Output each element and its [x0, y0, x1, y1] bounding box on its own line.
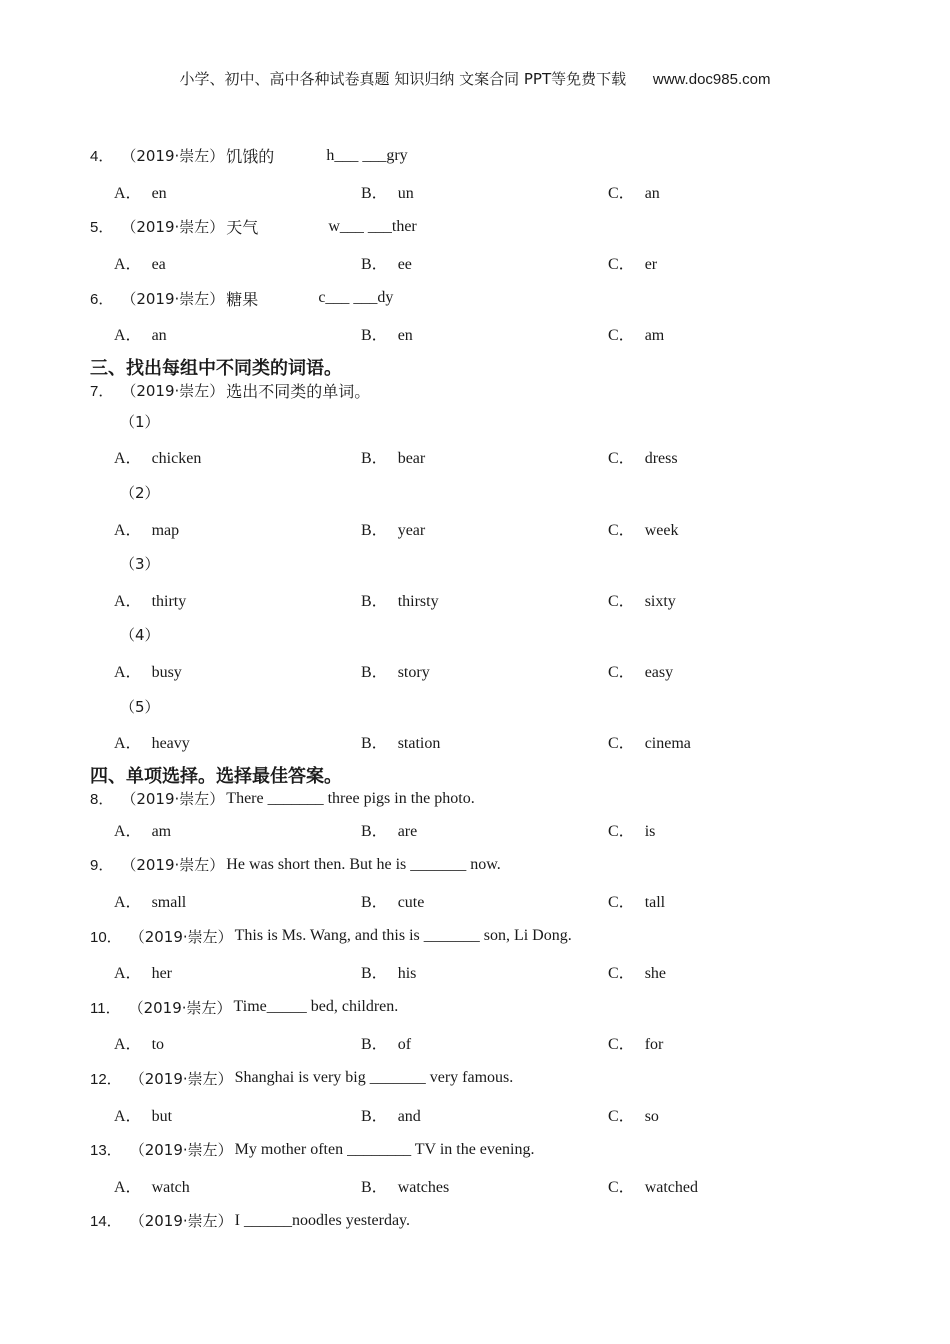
question-number: 9．: [90, 857, 114, 875]
section-heading: 四、单项选择。选择最佳答案。: [90, 765, 342, 787]
question-number: 4．: [90, 148, 114, 166]
question-number: 12．: [90, 1070, 122, 1088]
question-4: [90, 138, 890, 174]
question-source: （2019·崇左）: [129, 927, 233, 946]
question-source: （2019·崇左）: [128, 998, 232, 1017]
question-source: （2019·崇左）: [121, 856, 225, 875]
question-source: （2019·崇左）: [121, 218, 225, 237]
option-b[interactable]: B． station: [361, 735, 441, 753]
sub-question-label: （2）: [120, 484, 160, 503]
question-source: （2019·崇左）: [121, 790, 225, 808]
question-7-3-options: [90, 582, 890, 618]
sub-question-label: （3）: [120, 555, 160, 574]
option-a[interactable]: A． ea: [114, 256, 166, 274]
question-blank: w___ ___ther: [328, 217, 417, 235]
sub-question-label: （5）: [120, 697, 160, 716]
question-9-options: [90, 883, 890, 919]
option-c[interactable]: C． sixty: [608, 592, 676, 610]
option-a[interactable]: A． small: [114, 893, 187, 911]
option-c[interactable]: C． er: [608, 256, 658, 274]
question-8: [90, 786, 890, 812]
section-heading: 三、找出每组中不同类的词语。: [90, 357, 342, 379]
option-c[interactable]: C． she: [608, 965, 667, 983]
question-text: There _______ three pigs in the photo.: [226, 789, 475, 807]
option-b[interactable]: B． ee: [361, 256, 412, 274]
option-b[interactable]: B． thirsty: [361, 592, 439, 610]
option-b[interactable]: B． story: [361, 664, 430, 682]
option-a[interactable]: A． heavy: [114, 735, 190, 753]
option-c[interactable]: C． so: [608, 1107, 659, 1125]
question-text: Time_____ bed, children.: [233, 998, 399, 1016]
option-c[interactable]: C． easy: [608, 664, 674, 682]
option-a[interactable]: A． am: [114, 822, 172, 840]
question-13-options: [90, 1167, 890, 1203]
sub-question-label: （1）: [120, 412, 160, 431]
question-number: 10．: [90, 928, 122, 946]
option-b[interactable]: B． en: [361, 327, 413, 345]
option-c[interactable]: C． week: [608, 521, 679, 539]
header-site-link[interactable]: www.doc985.com: [652, 71, 771, 88]
option-c[interactable]: C． watched: [608, 1178, 698, 1196]
option-a[interactable]: A． en: [114, 184, 167, 202]
option-a[interactable]: A． busy: [114, 664, 182, 682]
option-a[interactable]: A． thirty: [114, 592, 187, 610]
question-11-options: [90, 1025, 890, 1061]
question-text: This is Ms. Wang, and this is _______ son, Li Dong.: [234, 927, 572, 945]
exam-content: [90, 138, 890, 1239]
option-a[interactable]: A． map: [114, 521, 180, 539]
page-header: [0, 68, 950, 89]
question-13: [90, 1132, 890, 1168]
question-6-options: [90, 316, 890, 352]
question-text: 天气: [226, 220, 259, 238]
question-number: 6．: [90, 290, 114, 308]
question-7-4-options: [90, 653, 890, 689]
option-c[interactable]: C． tall: [608, 893, 666, 911]
option-c[interactable]: C． for: [608, 1036, 664, 1054]
option-a[interactable]: A． watch: [114, 1178, 190, 1196]
question-source: （2019·崇左）: [121, 147, 225, 166]
option-b[interactable]: B． bear: [361, 450, 426, 468]
question-12-options: [90, 1096, 890, 1132]
question-number: 11．: [90, 999, 121, 1017]
question-text: Shanghai is very big _______ very famous.: [234, 1069, 514, 1087]
option-b[interactable]: B． and: [361, 1107, 421, 1125]
question-number: 7．: [90, 383, 114, 401]
question-blank: h___ ___gry: [326, 146, 408, 164]
option-a[interactable]: A． to: [114, 1036, 165, 1054]
question-text: He was short then. But he is _______ now.: [226, 855, 501, 873]
option-a[interactable]: A． an: [114, 327, 167, 345]
question-9: [90, 847, 890, 883]
question-number: 14．: [90, 1213, 122, 1231]
header-text: 小学、初中、高中各种试卷真题 知识归纳 文案合同 PPT等免费下载: [179, 70, 627, 88]
option-a[interactable]: A． but: [114, 1107, 173, 1125]
question-source: （2019·崇左）: [129, 1141, 233, 1160]
question-text: I ______noodles yesterday.: [234, 1211, 411, 1229]
option-b[interactable]: B． of: [361, 1036, 412, 1054]
question-text: 选出不同类的单词。: [226, 384, 371, 402]
question-text: 饥饿的: [226, 149, 275, 167]
question-7-5-options: [90, 724, 890, 760]
question-10-options: [90, 954, 890, 990]
question-text: My mother often ________ TV in the evening.: [234, 1140, 535, 1158]
option-a[interactable]: A． chicken: [114, 450, 202, 468]
option-b[interactable]: B． cute: [361, 893, 425, 911]
question-number: 5．: [90, 219, 114, 237]
option-b[interactable]: B． un: [361, 184, 414, 202]
question-blank: c___ ___dy: [318, 289, 394, 307]
question-7-2-options: [90, 510, 890, 546]
question-source: （2019·崇左）: [121, 382, 225, 401]
option-c[interactable]: C． am: [608, 327, 665, 345]
option-c[interactable]: C． an: [608, 184, 660, 202]
question-6: [90, 280, 890, 316]
option-a[interactable]: A． her: [114, 965, 172, 983]
question-7-1-options: [90, 439, 890, 475]
sub-question-label: （4）: [120, 626, 160, 645]
question-14: [90, 1203, 890, 1239]
option-c[interactable]: C． dress: [608, 450, 678, 468]
question-number: 8．: [90, 791, 114, 808]
question-source: （2019·崇左）: [129, 1069, 233, 1088]
option-b[interactable]: B． year: [361, 521, 426, 539]
option-b[interactable]: B． his: [361, 965, 417, 983]
option-b[interactable]: B． watches: [361, 1178, 450, 1196]
question-number: 13．: [90, 1142, 122, 1160]
question-text: 糖果: [226, 291, 259, 309]
option-c[interactable]: C． is: [608, 822, 656, 840]
question-10: [90, 918, 890, 954]
option-b[interactable]: B． are: [361, 822, 418, 840]
question-source: （2019·崇左）: [129, 1212, 233, 1231]
question-5: [90, 209, 890, 245]
question-11: [90, 989, 890, 1025]
question-8-options: [90, 812, 890, 848]
question-12: [90, 1061, 890, 1097]
question-5-options: [90, 245, 890, 281]
option-c[interactable]: C． cinema: [608, 735, 691, 753]
question-4-options: [90, 174, 890, 210]
question-7: [90, 378, 890, 404]
question-source: （2019·崇左）: [121, 289, 225, 308]
